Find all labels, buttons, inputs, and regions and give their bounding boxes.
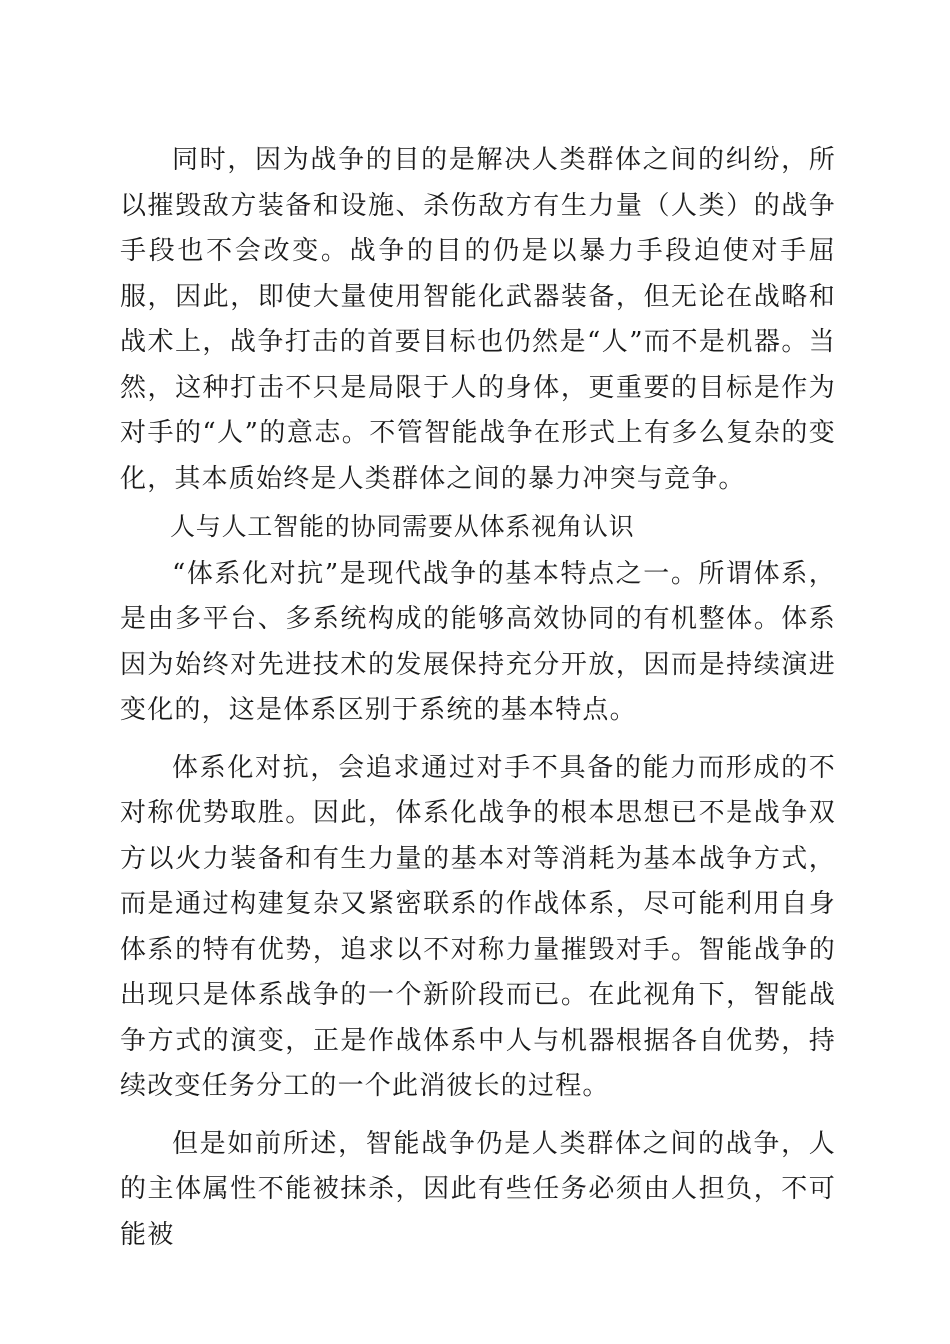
paragraph-3: 体系化对抗，会追求通过对手不具备的能力而形成的不对称优势取胜。因此，体系化战争的根本思想已不是战争双方以火力装备和有生力量的基本对等消耗为基本战争方式，而是通过构建复杂又紧密联系的作战体系，尽可能利用自身体系的特有优势，追求以不对称力量摧毁对手。智能战争的出现只是体系战争的一个新阶段而已。在此视角下，智能战争方式的演变，正是作战体系中人与机器根据各自优势，持续改变任务分工的一个此消彼长的过程。 [120, 752, 836, 1101]
section-heading: 人与人工智能的协同需要从体系视角认识 [170, 512, 635, 541]
paragraph-2: “体系化对抗”是现代战争的基本特点之一。所谓体系，是由多平台、多系统构成的能够高效协同的有机整体。体系因为始终对先进技术的发展保持充分开放，因而是持续演进变化的，这是体系区别于系统的基本特点。 [120, 558, 836, 725]
paragraph-4: 但是如前所述，智能战争仍是人类群体之间的战争，人的主体属性不能被抹杀，因此有些任务必须由人担负，不可能被 [120, 1128, 836, 1250]
paragraph-1: 同时，因为战争的目的是解决人类群体之间的纠纷，所以摧毁敌方装备和设施、杀伤敌方有生力量（人类）的战争手段也不会改变。战争的目的仍是以暴力手段迫使对手屈服，因此，即使大量使用智能化武器装备，但无论在战略和战术上，战争打击的首要目标也仍然是“人”而不是机器。当然，这种打击不只是局限于人的身体，更重要的目标是作为对手的“人”的意志。不管智能战争在形式上有多么复杂的变化，其本质始终是人类群体之间的暴力冲突与竞争。 [120, 145, 836, 494]
document-body [120, 138, 836, 1258]
